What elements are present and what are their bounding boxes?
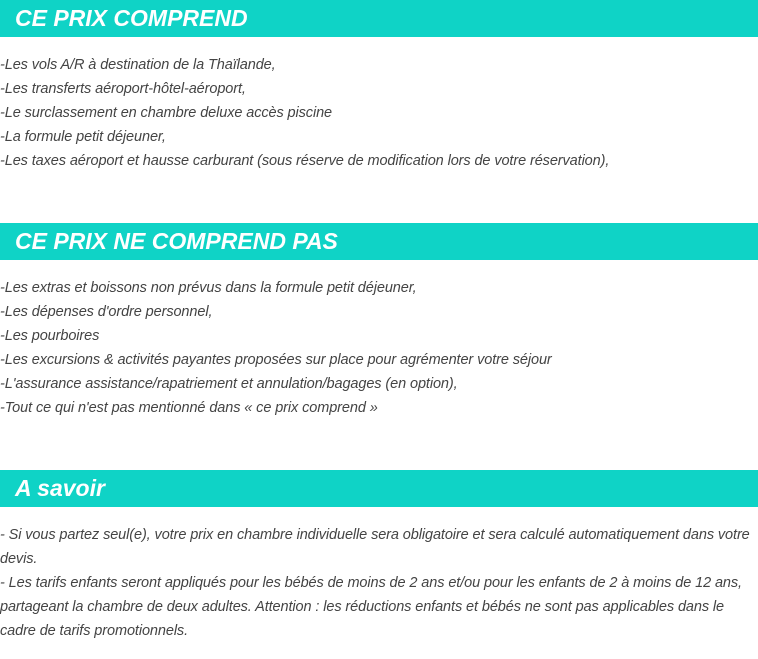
list-item: -Les taxes aéroport et hausse carburant (sous réserve de modification lors de votre réservation), [0, 153, 610, 169]
list-item: -L'assurance assistance/rapatriement et annulation/bagages (en option), [0, 376, 458, 392]
info-heading: A savoir [0, 470, 758, 507]
info-paragraphs [0, 523, 756, 643]
excluded-heading: CE PRIX NE COMPREND PAS [0, 223, 758, 260]
list-item: -Les transferts aéroport-hôtel-aéroport, [0, 81, 246, 97]
list-item: -Le surclassement en chambre deluxe accès piscine [0, 105, 332, 121]
included-list [0, 53, 609, 173]
info-paragraph: - Si vous partez seul(e), votre prix en chambre individuelle sera obligatoire et sera calculé automatiquement dans votre devis. [0, 527, 750, 567]
included-heading: CE PRIX COMPREND [0, 0, 758, 37]
info-section [0, 470, 758, 639]
list-item: -Les vols A/R à destination de la Thaïlande, [0, 57, 276, 73]
list-item: -Les pourboires [0, 328, 100, 344]
excluded-list [0, 276, 552, 420]
info-paragraph: - Les tarifs enfants seront appliqués pour les bébés de moins de 2 ans et/ou pour les enfants de 2 à moins de 12 ans, partageant la chambre de deux adultes. Attention : les réductions enfants et bébés ne sont pas applicables dans le cadre de tarifs promotionnels. [0, 575, 742, 639]
list-item: -Les dépenses d'ordre personnel, [0, 304, 213, 320]
excluded-section [0, 223, 758, 416]
list-item: -La formule petit déjeuner, [0, 129, 166, 145]
list-item: -Les extras et boissons non prévus dans la formule petit déjeuner, [0, 280, 417, 296]
list-item: -Tout ce qui n'est pas mentionné dans « ce prix comprend » [0, 400, 378, 416]
included-section [0, 0, 758, 169]
list-item: -Les excursions & activités payantes proposées sur place pour agrémenter votre séjour [0, 352, 552, 368]
